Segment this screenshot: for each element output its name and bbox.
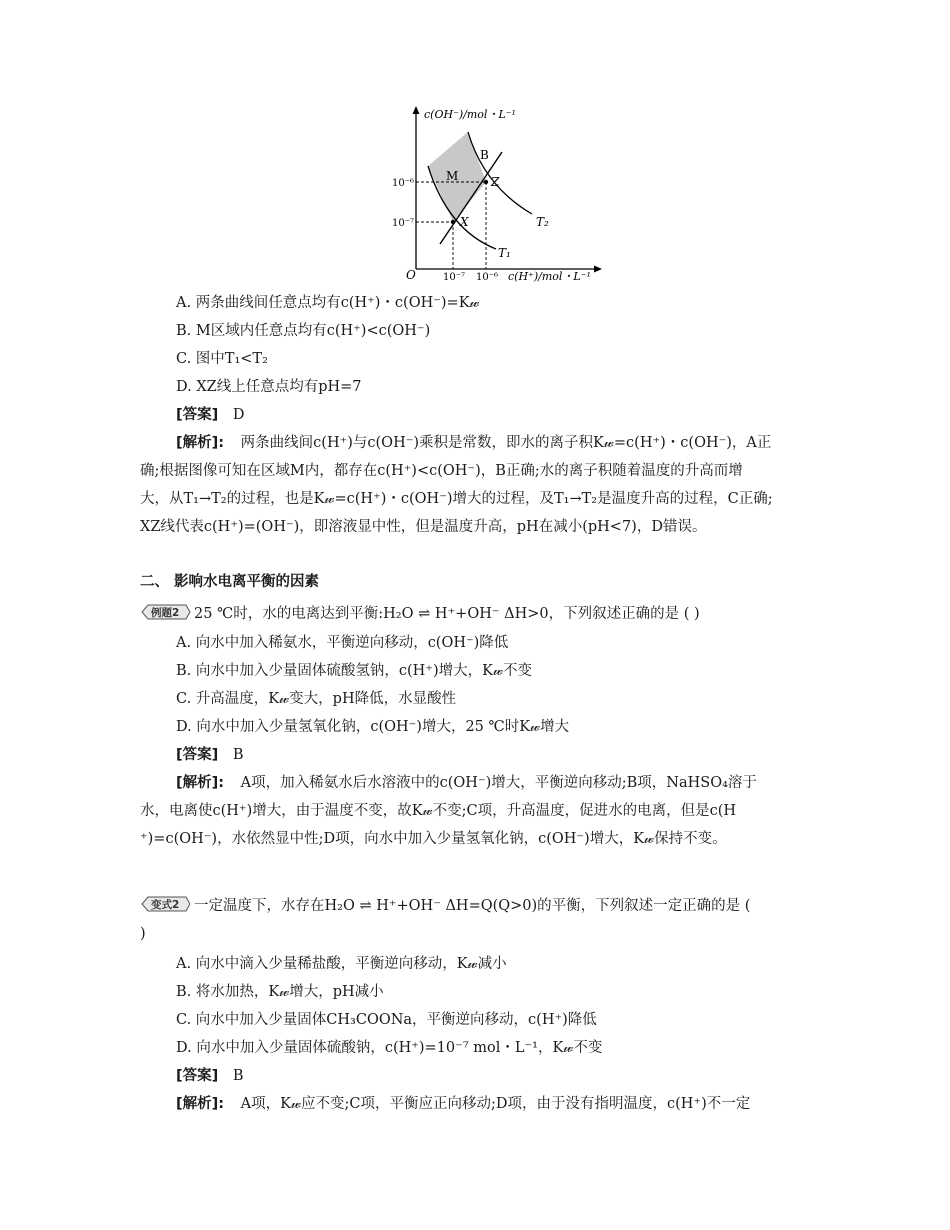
variant-2-badge-text: 变式2 (151, 899, 180, 911)
x-axis-label: c(H⁺)/mol・L⁻¹ (508, 270, 591, 283)
q2-stem: 25 ℃时，水的电离达到平衡:H₂O ⇌ H⁺+OH⁻ ΔH>0，下列叙述正确的是 ( ) (194, 606, 700, 622)
q2-analysis-text-1: A项，加入稀氨水后水溶液中的c(OH⁻)增大，平衡逆向移动;B项，NaHSO₄溶于 (240, 775, 757, 791)
curve-t2-label: T₂ (536, 215, 549, 229)
q3-answer (176, 1066, 244, 1086)
q2-answer-value: B (232, 747, 244, 763)
q2-analysis-label: [解析]: (176, 775, 225, 791)
point-z-label: Z (491, 175, 500, 189)
q1-analysis-text-1: 两条曲线间c(H⁺)与c(OH⁻)乘积是常数，即水的离子积K𝓌=c(H⁺)・c(OH⁻)，A正 (240, 435, 772, 451)
q2-option-a: A. 向水中加入稀氨水，平衡逆向移动，c(OH⁻)降低 (176, 635, 509, 651)
q1-option-d: D. XZ线上任意点均有pH=7 (176, 379, 362, 395)
y-tick-1e6: 10⁻⁶ (392, 178, 415, 189)
x-tick-1e7: 10⁻⁷ (443, 272, 466, 283)
origin-label: O (406, 268, 416, 282)
q3-option-b: B. 将水加热，K𝓌增大，pH减小 (176, 984, 384, 1000)
q3-option-c: C. 向水中加入少量固体CH₃COONa，平衡逆向移动，c(H⁺)降低 (176, 1012, 597, 1028)
q2-analysis-line-2: 水，电离使c(H⁺)增大，由于温度不变，故K𝓌不变;C项，升高温度，促进水的电离，但是c(H (140, 803, 737, 819)
q2-analysis-line-1 (176, 773, 757, 793)
q1-answer-label: [答案] (176, 407, 219, 423)
q2-analysis-line-3: ⁺)=c(OH⁻)，水依然显中性;D项，向水中加入少量氢氧化钠，c(OH⁻)增大，K𝓌保持不变。 (140, 831, 727, 847)
q2-option-d: D. 向水中加入少量氢氧化钠，c(OH⁻)增大，25 ℃时K𝓌增大 (176, 719, 570, 735)
q1-answer (176, 405, 245, 425)
q2-option-c: C. 升高温度，K𝓌变大，pH降低，水显酸性 (176, 691, 457, 707)
q3-stem: 一定温度下，水存在H₂O ⇌ H⁺+OH⁻ ΔH=Q(Q>0)的平衡，下列叙述一定正确的是 ( (194, 898, 751, 914)
variant-2-badge-icon (140, 895, 192, 913)
example-2-badge-icon (140, 603, 192, 621)
point-z-dot (484, 180, 488, 184)
q3-analysis-text-1: A项，K𝓌应不变;C项，平衡应正向移动;D项，由于没有指明温度，c(H⁺)不一定 (240, 1096, 751, 1112)
q1-analysis-line-4: XZ线代表c(H⁺)=(OH⁻)，即溶液显中性，但是温度升高，pH在减小(pH<7)，D错误。 (140, 519, 707, 535)
q3-analysis-label: [解析]: (176, 1096, 225, 1112)
point-m-label: M (446, 169, 459, 183)
q3-option-a: A. 向水中滴入少量稀盐酸，平衡逆向移动，K𝓌减小 (176, 956, 507, 972)
point-x-label: X (460, 215, 469, 229)
point-x-dot (451, 220, 455, 224)
y-axis-label: c(OH⁻)/mol・L⁻¹ (424, 108, 516, 121)
q3-option-d: D. 向水中加入少量固体硫酸钠，c(H⁺)=10⁻⁷ mol・L⁻¹，K𝓌不变 (176, 1040, 603, 1056)
q3-answer-value: B (232, 1068, 244, 1084)
curve-t1-label: T₁ (498, 246, 511, 260)
example-2-badge-text: 例题2 (151, 607, 180, 619)
q1-option-a: A. 两条曲线间任意点均有c(H⁺)・c(OH⁻)=K𝓌 (176, 295, 480, 311)
q2-answer-label: [答案] (176, 747, 219, 763)
q2-option-b: B. 向水中加入少量固体硫酸氢钠，c(H⁺)增大，K𝓌不变 (176, 663, 532, 679)
point-b-label: B (480, 148, 489, 162)
q1-option-c: C. 图中T₁<T₂ (176, 351, 268, 367)
q1-analysis-line-1 (176, 433, 771, 453)
q1-analysis-label: [解析]: (176, 435, 225, 451)
q1-analysis-line-3: 大，从T₁→T₂的过程，也是K𝓌=c(H⁺)・c(OH⁻)增大的过程，及T₁→T₂是温度升高的过程，C正确; (140, 491, 773, 507)
q3-answer-label: [答案] (176, 1068, 219, 1084)
y-tick-1e7: 10⁻⁷ (392, 218, 415, 229)
section-2-title: 二、 影响水电离平衡的因素 (140, 574, 320, 590)
ionic-product-figure (388, 104, 603, 286)
y-axis-arrow (413, 106, 420, 114)
q2-answer (176, 745, 244, 765)
q1-analysis-line-2: 确;根据图像可知在区域M内，都存在c(H⁺)<c(OH⁻)，B正确;水的离子积随着温度的升高而增 (140, 463, 743, 479)
q1-answer-value: D (232, 407, 245, 423)
q1-option-b: B. M区域内任意点均有c(H⁺)<c(OH⁻) (176, 323, 431, 339)
q3-analysis-line-1 (176, 1094, 750, 1114)
q3-stem-continuation: ) (140, 926, 146, 942)
x-axis-arrow (594, 266, 602, 273)
x-tick-1e6: 10⁻⁶ (476, 272, 499, 283)
